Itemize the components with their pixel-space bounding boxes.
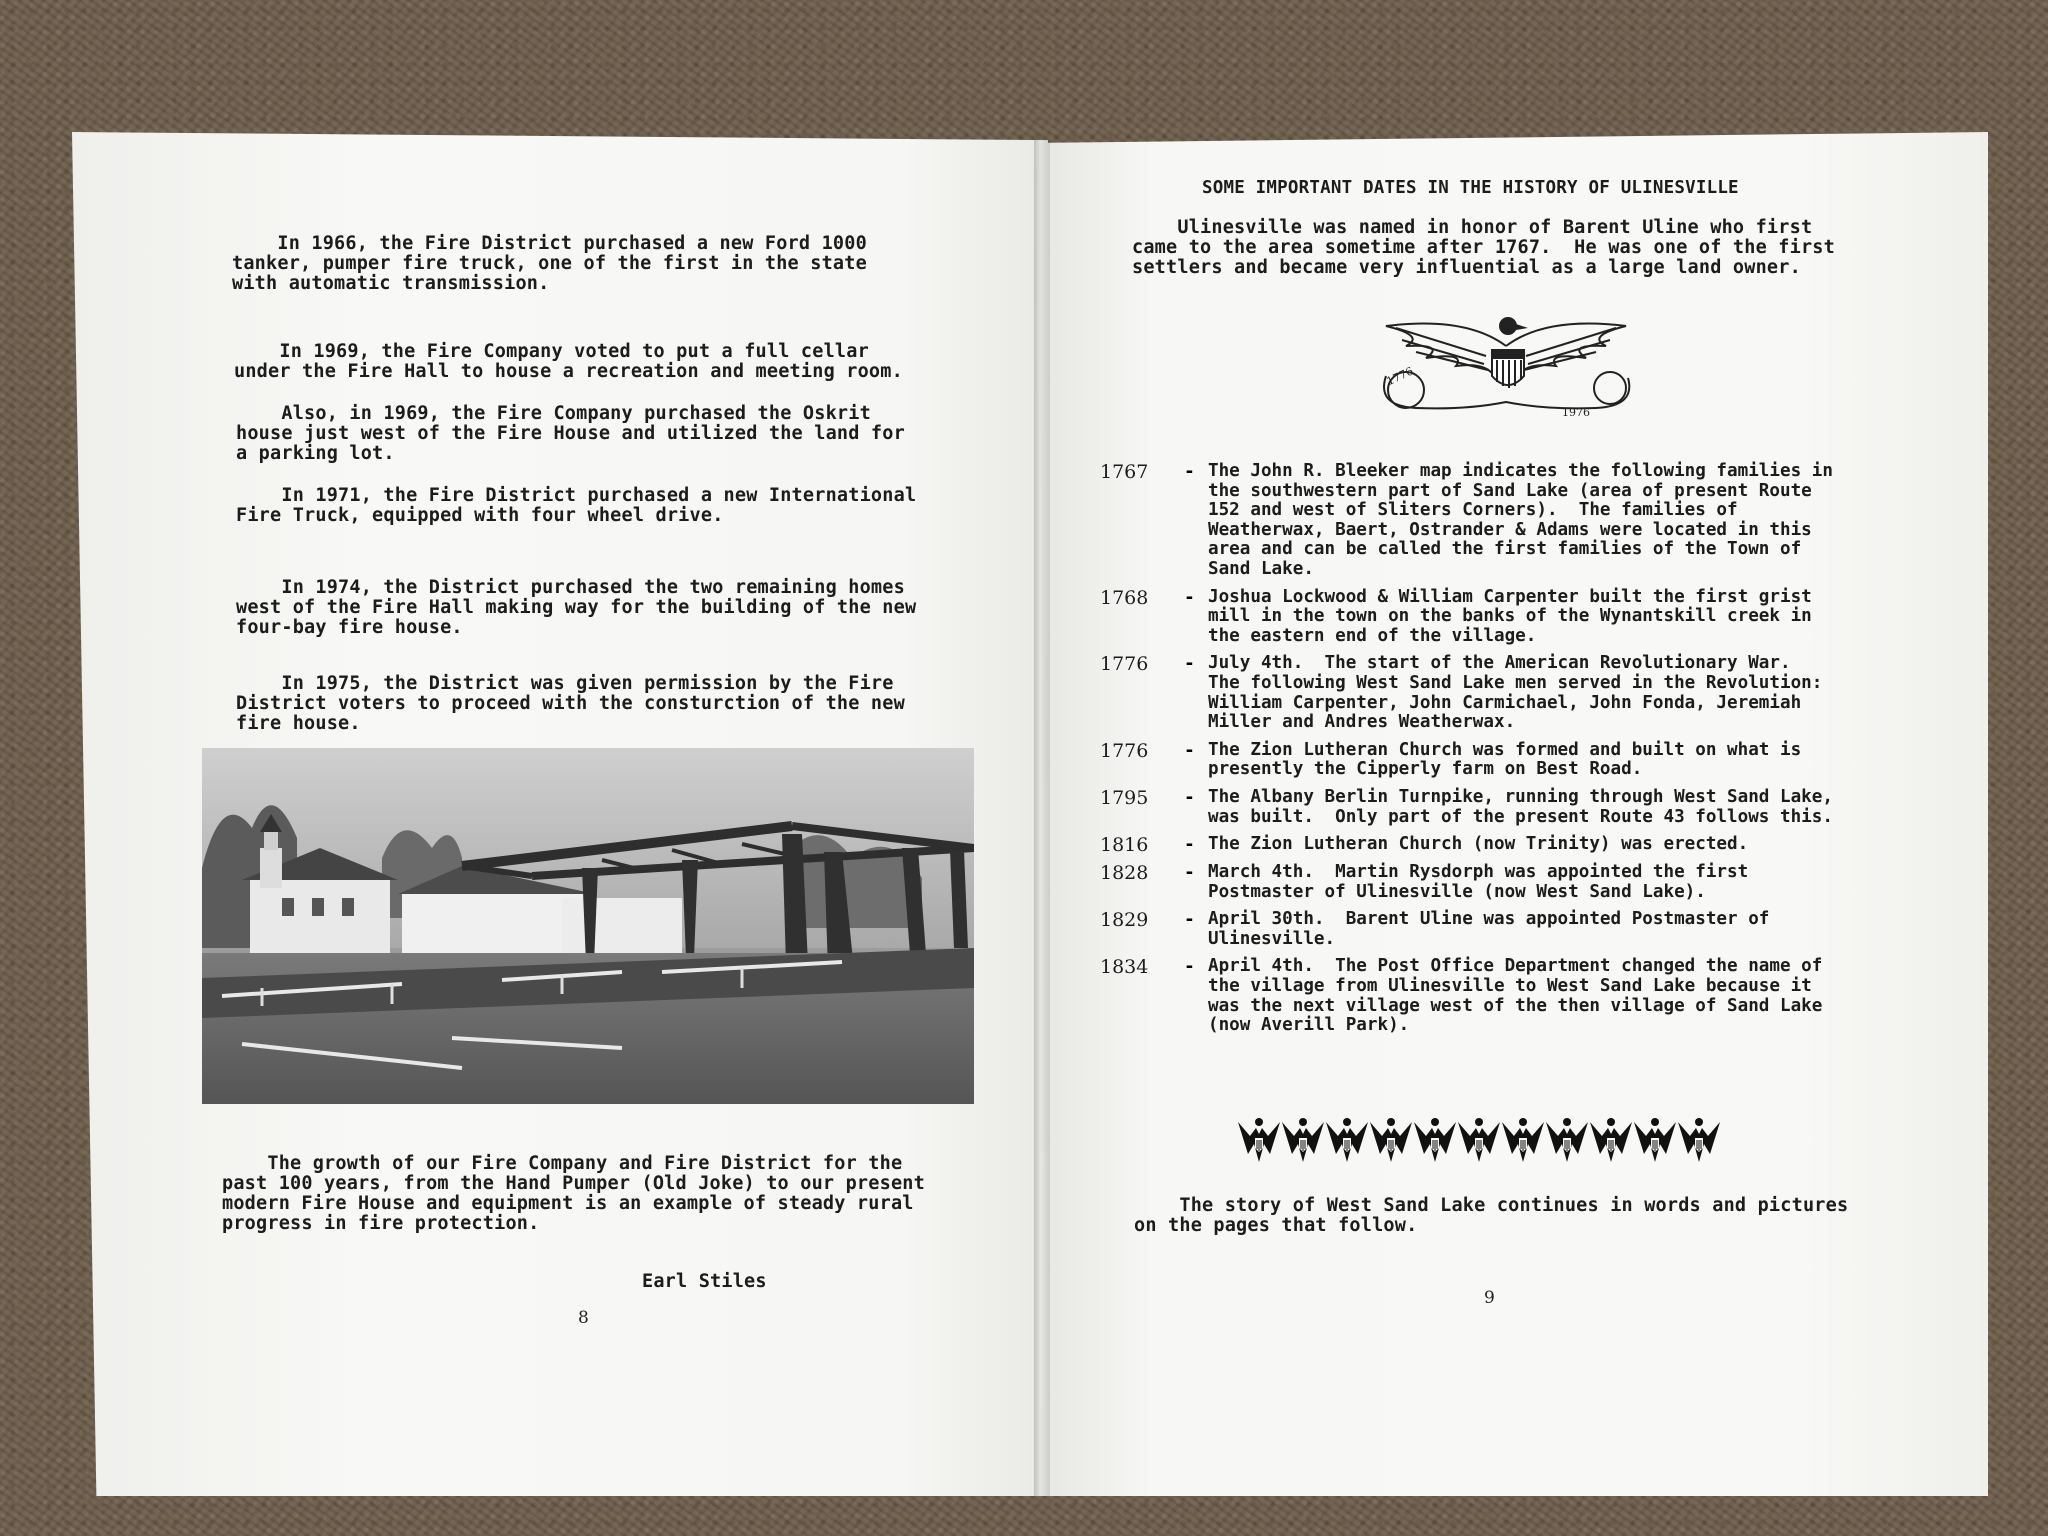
list-item [1100,835,1880,855]
emblem-year-right: 1976 [1562,406,1590,419]
list-item [1100,588,1880,647]
mini-eagle-icon [1238,1114,1280,1166]
date-text: The John R. Bleeker map indicates the following families in the southwestern part of Sand Lake (area of present Route 152 and west of Sliters Corners). The families of Weatherwax, Baert, Ostrander & Adams were located in this area and can be called the first families of the Town of Sand Lake. [1208,461,1833,579]
paragraph-1975: In 1975, the District was given permission by the Fire District voters to proceed with the consturction of the new fire house. [236,673,905,734]
emblem-year-left: 1776 [1384,364,1416,389]
eagle-icon [1366,306,1646,426]
date-text: The Zion Lutheran Church was formed and built on what is presently the Cipperly farm on Best Road. [1208,739,1802,780]
mini-eagle-icon [1414,1114,1456,1166]
date-text: The Albany Berlin Turnpike, running through West Sand Lake, was built. Only part of the present Route 43 follows this. [1208,786,1833,827]
date-year: 1776 [1100,653,1149,676]
dates-list [1100,462,1880,1044]
paragraph-1971: In 1971, the Fire District purchased a new International Fire Truck, equipped with four wheel drive. [236,485,917,526]
mini-eagle-icon [1502,1114,1544,1166]
date-year: 1828 [1100,862,1149,885]
list-item [1100,654,1880,732]
list-item [1100,741,1880,780]
list-item [1100,863,1880,902]
date-dash: - [1184,862,1195,884]
date-dash: - [1184,586,1195,608]
list-item [1100,957,1880,1035]
author-signature: Earl Stiles [642,1271,767,1292]
date-year: 1829 [1100,909,1149,932]
mini-eagle-icon [1326,1114,1368,1166]
page-heading: SOME IMPORTANT DATES IN THE HISTORY OF ULINESVILLE [1202,178,1739,198]
outro-paragraph: The story of West Sand Lake continues in words and pictures on the pages that follow. [1134,1195,1849,1236]
date-dash: - [1184,909,1195,931]
date-dash: - [1184,834,1195,856]
mini-eagle-icon [1634,1114,1676,1166]
intro-paragraph: Ulinesville was named in honor of Barent Uline who first came to the area sometime after 1767. He was one of the first settlers and became very influential as a large land owner. [1132,217,1835,278]
date-year: 1776 [1100,739,1149,762]
paragraph-1974: In 1974, the District purchased the two remaining homes west of the Fire Hall making way for the building of the new four-bay fire house. [236,577,917,638]
date-year: 1795 [1100,786,1149,809]
date-year: 1767 [1100,461,1149,483]
date-dash: - [1184,653,1195,675]
date-text: March 4th. Martin Rysdorph was appointed the first Postmaster of Ulinesville (now West Sand Lake). [1208,862,1749,902]
page-number-left: 8 [578,1308,589,1328]
date-dash: - [1184,739,1195,761]
book-gutter [1034,140,1050,1496]
mini-eagle-icon [1546,1114,1588,1166]
mini-eagle-icon [1370,1114,1412,1166]
eagle-row-icon [1238,1114,1770,1170]
list-item [1100,788,1880,827]
date-text: Joshua Lockwood & William Carpenter built the first grist mill in the town on the banks of the Wynantskill creek in the eastern end of the village. [1208,586,1812,646]
date-text: April 4th. The Post Office Department changed the name of the village from Ulinesville to West Sand Lake because it was the next village west of the then village of Sand Lake (now Averill Park). [1208,956,1823,1036]
paragraph-1969-cellar: In 1969, the Fire Company voted to put a full cellar under the Fire Hall to house a recreation and meeting room. [234,341,903,382]
date-text: April 30th. Barent Uline was appointed Postmaster of Ulinesville. [1208,909,1770,949]
date-dash: - [1184,786,1195,808]
mini-eagle-icon [1678,1114,1720,1166]
date-year: 1834 [1100,956,1149,979]
mini-eagle-icon [1590,1114,1632,1166]
list-item [1100,462,1880,580]
date-year: 1768 [1100,586,1149,609]
list-item [1100,910,1880,949]
date-text: July 4th. The start of the American Revolutionary War. The following West Sand Lake men served in the Revolution: William Carpenter, John Carmichael, John Fonda, Jeremiah Miller and Andres Weatherwax. [1208,653,1823,733]
date-dash: - [1184,956,1195,978]
date-dash: - [1184,461,1195,482]
paragraph-1966: In 1966, the Fire District purchased a new Ford 1000 tanker, pumper fire truck, one of the first in the state with automatic transmission. [232,233,867,294]
mini-eagle-icon [1458,1114,1500,1166]
date-text: The Zion Lutheran Church (now Trinity) was erected. [1208,834,1749,855]
mini-eagle-icon [1282,1114,1324,1166]
closing-paragraph: The growth of our Fire Company and Fire District for the past 100 years, from the Hand Pumper (Old Joke) to our present modern Fire House and equipment is an example of steady rural progress in fire protection. [222,1153,925,1234]
fire-house-construction-photo [202,748,974,1104]
paragraph-1969-oskrit: Also, in 1969, the Fire Company purchased the Oskrit house just west of the Fire House and utilized the land for a parking lot. [236,403,905,464]
page-number-right: 9 [1484,1288,1495,1308]
date-year: 1816 [1100,834,1149,857]
